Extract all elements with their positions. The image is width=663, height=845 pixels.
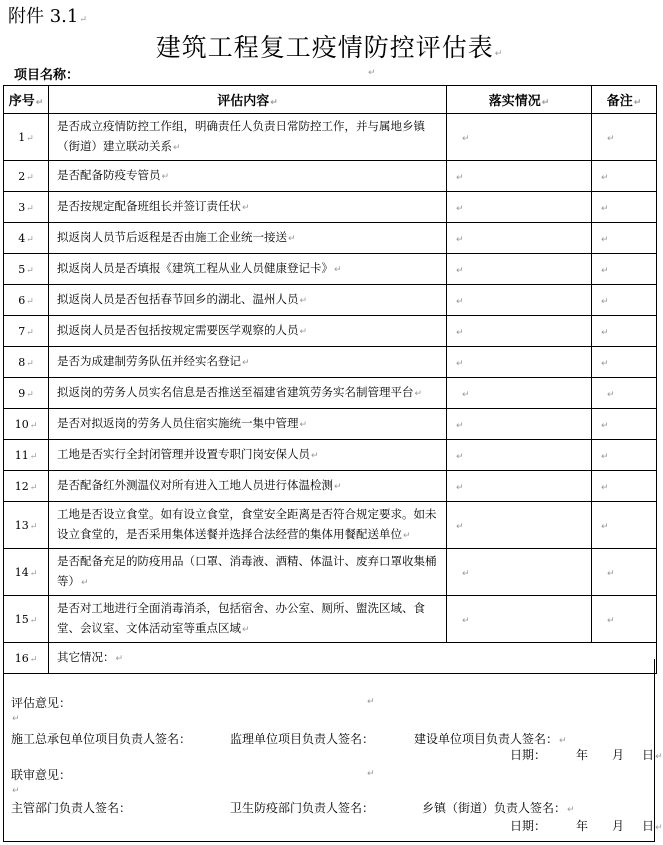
table-row <box>4 254 657 285</box>
row-number: 3↵ <box>4 192 49 223</box>
status-cell[interactable]: ↵ <box>447 254 592 285</box>
row-content: 是否成立疫情防控工作组，明确责任人负责日常防控工作，并与属地乡镇（街道）建立联动关系↵ <box>49 114 447 161</box>
table-row <box>4 440 657 471</box>
row-number: 7↵ <box>4 316 49 347</box>
row-number: 5↵ <box>4 254 49 285</box>
attachment-label <box>8 2 87 28</box>
status-cell[interactable]: ↵ <box>447 316 592 347</box>
status-cell[interactable]: ↵ <box>447 409 592 440</box>
assessment-table <box>3 85 657 674</box>
table-row <box>4 114 657 161</box>
remarks-cell[interactable]: ↵ <box>592 440 657 471</box>
row-number: 2↵ <box>4 161 49 192</box>
remarks-cell[interactable]: ↵ <box>592 347 657 378</box>
row-content: 工地是否实行全封闭管理并设置专职门岗安保人员↵ <box>49 440 447 471</box>
row-content: 是否配备红外测温仪对所有进入工地人员进行体温检测↵ <box>49 471 447 502</box>
row-number: 6↵ <box>4 285 49 316</box>
joint-opinion-label: 联审意见： <box>11 768 72 782</box>
row-content: 工地是否设立食堂。如有设立食堂，食堂安全距离是否符合规定要求。如未设立食堂的，是否采用集体送餐并选择合法经营的集体用餐配送单位↵ <box>49 502 447 549</box>
paragraph-mark-icon: ↵ <box>12 786 20 796</box>
township-signature-label: 乡镇（街道）负责人签名：↵ <box>422 801 575 815</box>
table-row <box>4 596 657 643</box>
contractor-signature-label: 施工总承包单位项目负责人签名： <box>11 732 192 746</box>
status-cell[interactable]: ↵ <box>447 378 592 409</box>
assessment-opinion-label: 评估意见： <box>11 696 72 710</box>
status-cell[interactable]: ↵ <box>447 285 592 316</box>
paragraph-mark-icon: ↵ <box>367 769 375 779</box>
remarks-cell[interactable]: ↵ <box>592 378 657 409</box>
table-row <box>4 549 657 596</box>
row-content: 拟返岗人员是否包括春节回乡的湖北、温州人员↵ <box>49 285 447 316</box>
table-row <box>4 409 657 440</box>
row-number: 15↵ <box>4 596 49 643</box>
status-cell[interactable]: ↵ <box>447 223 592 254</box>
other-situation-cell[interactable]: 其它情况：↵ <box>49 643 657 674</box>
table-row <box>4 161 657 192</box>
row-content: 拟返岗的劳务人员实名信息是否推送至福建省建筑劳务实名制管理平台↵ <box>49 378 447 409</box>
health-signature-label: 卫生防疫部门负责人签名： <box>230 801 375 815</box>
status-cell[interactable]: ↵ <box>447 440 592 471</box>
row-content: 拟返岗人员是否包括按规定需要医学观察的人员↵ <box>49 316 447 347</box>
remarks-cell[interactable]: ↵ <box>592 254 657 285</box>
remarks-cell[interactable]: ↵ <box>592 161 657 192</box>
date-line-2: 日期： 年 月 日↵ <box>510 819 663 833</box>
row-number: 8↵ <box>4 347 49 378</box>
authority-signature-label: 主管部门负责人签名： <box>11 801 132 815</box>
row-content: 拟返岗人员节后返程是否由施工企业统一接送↵ <box>49 223 447 254</box>
remarks-cell[interactable]: ↵ <box>592 471 657 502</box>
date-label: 日期： <box>510 819 547 833</box>
row-content: 拟返岗人员是否填报《建筑工程从业人员健康登记卡》↵ <box>49 254 447 285</box>
signature-section <box>3 659 663 842</box>
remarks-cell[interactable]: ↵ <box>592 285 657 316</box>
paragraph-mark-icon: ↵ <box>79 15 87 25</box>
builder-signature-label: 建设单位项目负责人签名：↵ <box>414 732 567 746</box>
row-number: 16↵ <box>4 643 49 674</box>
table-row <box>4 471 657 502</box>
table-row <box>4 502 657 549</box>
date-label: 日期： <box>510 748 547 762</box>
table-row <box>4 223 657 254</box>
table-row <box>4 285 657 316</box>
remarks-cell[interactable]: ↵ <box>592 192 657 223</box>
row-number: 12↵ <box>4 471 49 502</box>
column-header-status: 落实情况↵ <box>447 86 592 114</box>
remarks-cell[interactable]: ↵ <box>592 114 657 161</box>
page-title <box>0 28 659 64</box>
status-cell[interactable]: ↵ <box>447 347 592 378</box>
row-number: 14↵ <box>4 549 49 596</box>
status-cell[interactable]: ↵ <box>447 114 592 161</box>
column-header-no: 序号↵ <box>4 86 49 114</box>
project-name-label: 项目名称： <box>14 68 80 83</box>
column-header-content: 评估内容↵ <box>49 86 447 114</box>
column-header-remarks: 备注↵ <box>592 86 657 114</box>
supervisor-signature-label: 监理单位项目负责人签名： <box>230 732 375 746</box>
attachment-text: 附件 3.1 <box>8 6 79 27</box>
row-content: 是否按规定配备班组长并签订责任状↵ <box>49 192 447 223</box>
table-header-row <box>4 86 657 114</box>
status-cell[interactable]: ↵ <box>447 161 592 192</box>
date-line-1: 日期： 年 月 日↵ <box>510 748 663 762</box>
paragraph-mark-icon: ↵ <box>12 714 20 724</box>
status-cell[interactable]: ↵ <box>447 192 592 223</box>
row-content: 是否对工地进行全面消毒消杀，包括宿舍、办公室、厕所、盥洗区域、食堂、会议室、文体活动室等重点区域↵ <box>49 596 447 643</box>
remarks-cell[interactable]: ↵ <box>592 223 657 254</box>
row-number: 4↵ <box>4 223 49 254</box>
row-number: 1↵ <box>4 114 49 161</box>
status-cell[interactable]: ↵ <box>447 596 592 643</box>
row-number: 9↵ <box>4 378 49 409</box>
paragraph-mark-icon: ↵ <box>368 68 376 78</box>
row-number: 13↵ <box>4 502 49 549</box>
row-number: 10↵ <box>4 409 49 440</box>
row-content: 是否对拟返岗的劳务人员住宿实施统一集中管理↵ <box>49 409 447 440</box>
status-cell[interactable]: ↵ <box>447 502 592 549</box>
table-row <box>4 316 657 347</box>
remarks-cell[interactable]: ↵ <box>592 502 657 549</box>
remarks-cell[interactable]: ↵ <box>592 549 657 596</box>
row-content: 是否配备防疫专管员↵ <box>49 161 447 192</box>
row-content: 是否配备充足的防疫用品（口罩、消毒液、酒精、体温计、废弃口罩收集桶等）↵ <box>49 549 447 596</box>
title-text: 建筑工程复工疫情防控评估表 <box>155 33 494 62</box>
table-row <box>4 192 657 223</box>
table-row <box>4 378 657 409</box>
paragraph-mark-icon: ↵ <box>494 49 504 59</box>
remarks-cell[interactable]: ↵ <box>592 409 657 440</box>
table-row <box>4 347 657 378</box>
row-content: 是否为成建制劳务队伍并经实名登记↵ <box>49 347 447 378</box>
paragraph-mark-icon: ↵ <box>367 697 375 707</box>
remarks-cell[interactable]: ↵ <box>592 316 657 347</box>
row-number: 11↵ <box>4 440 49 471</box>
status-cell[interactable]: ↵ <box>447 549 592 596</box>
status-cell[interactable]: ↵ <box>447 471 592 502</box>
remarks-cell[interactable]: ↵ <box>592 596 657 643</box>
